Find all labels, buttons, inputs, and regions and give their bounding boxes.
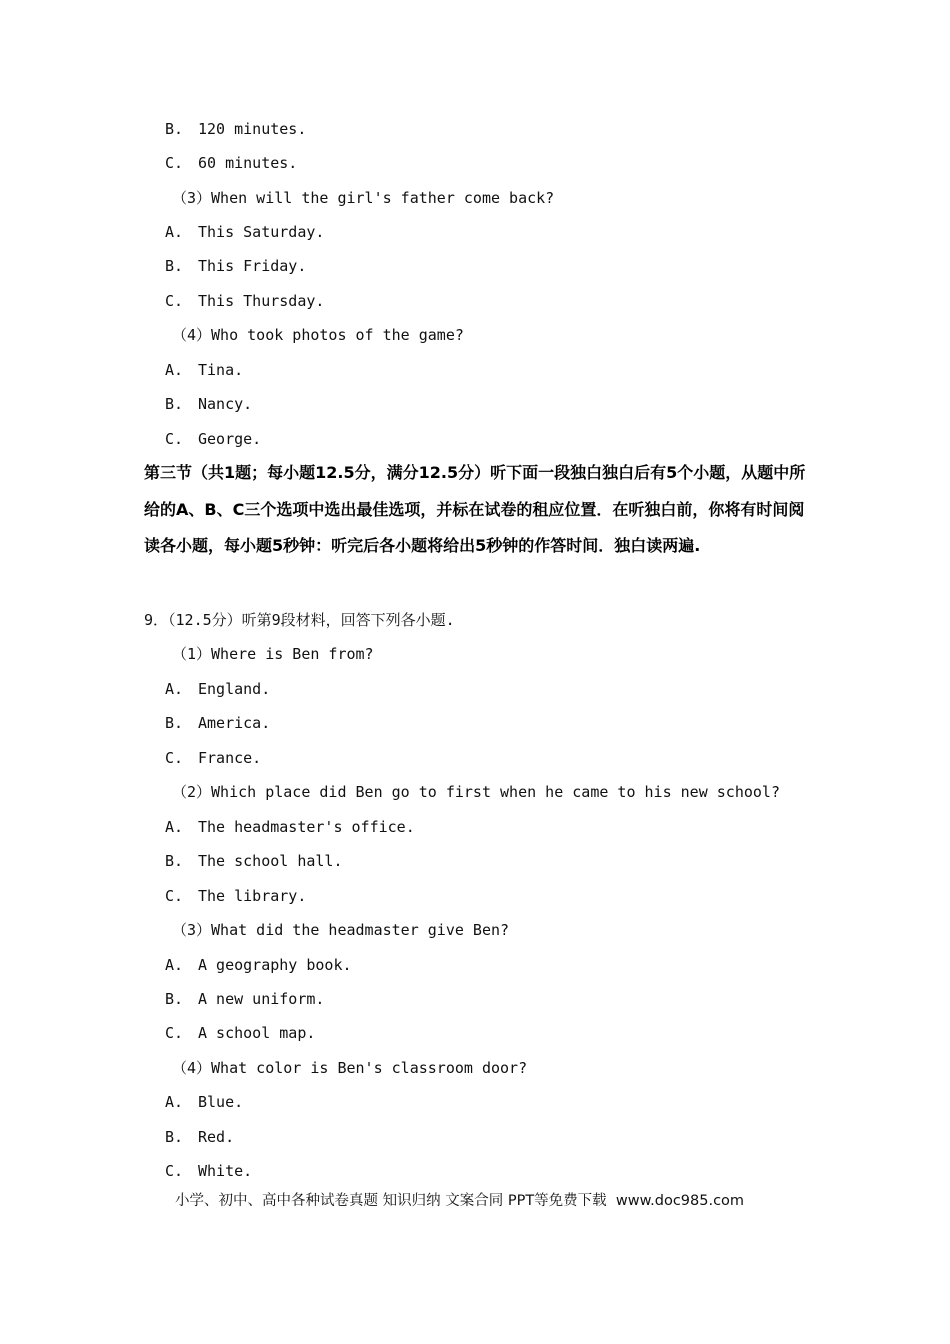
option-line (165, 394, 252, 414)
option-letter: B. (165, 852, 184, 870)
option-line (165, 989, 324, 1009)
option-line (165, 1023, 315, 1043)
option-letter: C. (165, 749, 184, 767)
option-line (165, 748, 261, 768)
option-text: 60 minutes. (198, 154, 298, 172)
option-letter: A. (165, 818, 184, 836)
option-letter: C. (165, 430, 184, 448)
option-letter: A. (165, 956, 184, 974)
question-text: （3）What did the headmaster give Ben? (172, 921, 510, 939)
option-line (165, 256, 306, 276)
option-text: The library. (198, 887, 307, 905)
option-letter: B. (165, 395, 184, 413)
option-text: America. (198, 714, 271, 732)
option-line (165, 360, 243, 380)
option-line (165, 679, 270, 699)
question-header: 9．（12.5分）听第9段材料，回答下列各小题. (144, 611, 455, 629)
option-text: Nancy. (198, 395, 253, 413)
option-letter: C. (165, 292, 184, 310)
option-text: This Thursday. (198, 292, 325, 310)
option-text: The headmaster's office. (198, 818, 415, 836)
section-instructions: 第三节（共1题；每小题12.5分，满分12.5分）听下面一段独白独白后有5个小题，从题中所给的A、B、C三个选项中选出最佳选项，并标在试卷的租应位置．在听独白前，你将有时间阅读各小题，每小题5秒钟：听完后各小题将给出5秒钟的作答时间．独白读两遍. (144, 463, 806, 555)
option-text: A new uniform. (198, 990, 325, 1008)
option-letter: B. (165, 257, 184, 275)
option-line (165, 817, 415, 837)
option-letter: C. (165, 154, 184, 172)
option-text: Red. (198, 1128, 235, 1146)
option-line (165, 119, 306, 139)
option-letter: A. (165, 680, 184, 698)
option-line (165, 291, 324, 311)
option-letter: C. (165, 1162, 184, 1180)
question-text: （1）Where is Ben from? (172, 645, 374, 663)
option-line (165, 713, 270, 733)
page-footer: 小学、初中、高中各种试卷真题 知识归纳 文案合同 PPT等免费下载 www.doc985.com (175, 1193, 745, 1209)
option-text: White. (198, 1162, 253, 1180)
option-line (165, 222, 324, 242)
option-letter: C. (165, 1024, 184, 1042)
option-text: This Saturday. (198, 223, 325, 241)
option-line (165, 886, 306, 906)
option-text: France. (198, 749, 262, 767)
option-letter: B. (165, 990, 184, 1008)
option-text: A school map. (198, 1024, 316, 1042)
option-text: 120 minutes. (198, 120, 307, 138)
question-text: （3）When will the girl's father come back? (172, 189, 555, 207)
option-letter: A. (165, 1093, 184, 1111)
option-text: Tina. (198, 361, 244, 379)
option-line (165, 1127, 234, 1147)
option-text: This Friday. (198, 257, 307, 275)
question-text: （4）What color is Ben's classroom door? (172, 1059, 528, 1077)
option-letter: A. (165, 361, 184, 379)
option-text: The school hall. (198, 852, 343, 870)
question-text: （2）Which place did Ben go to first when he came to his new school? (172, 783, 780, 801)
option-letter: B. (165, 120, 184, 138)
option-letter: B. (165, 1128, 184, 1146)
option-line (165, 1161, 252, 1181)
option-text: Blue. (198, 1093, 244, 1111)
option-line (165, 153, 297, 173)
option-letter: C. (165, 887, 184, 905)
option-line (165, 955, 352, 975)
option-text: England. (198, 680, 271, 698)
option-letter: B. (165, 714, 184, 732)
option-text: A geography book. (198, 956, 352, 974)
option-line (165, 1092, 243, 1112)
option-letter: A. (165, 223, 184, 241)
question-text: （4）Who took photos of the game? (172, 326, 464, 344)
option-line (165, 429, 261, 449)
option-line (165, 851, 343, 871)
option-text: George. (198, 430, 262, 448)
